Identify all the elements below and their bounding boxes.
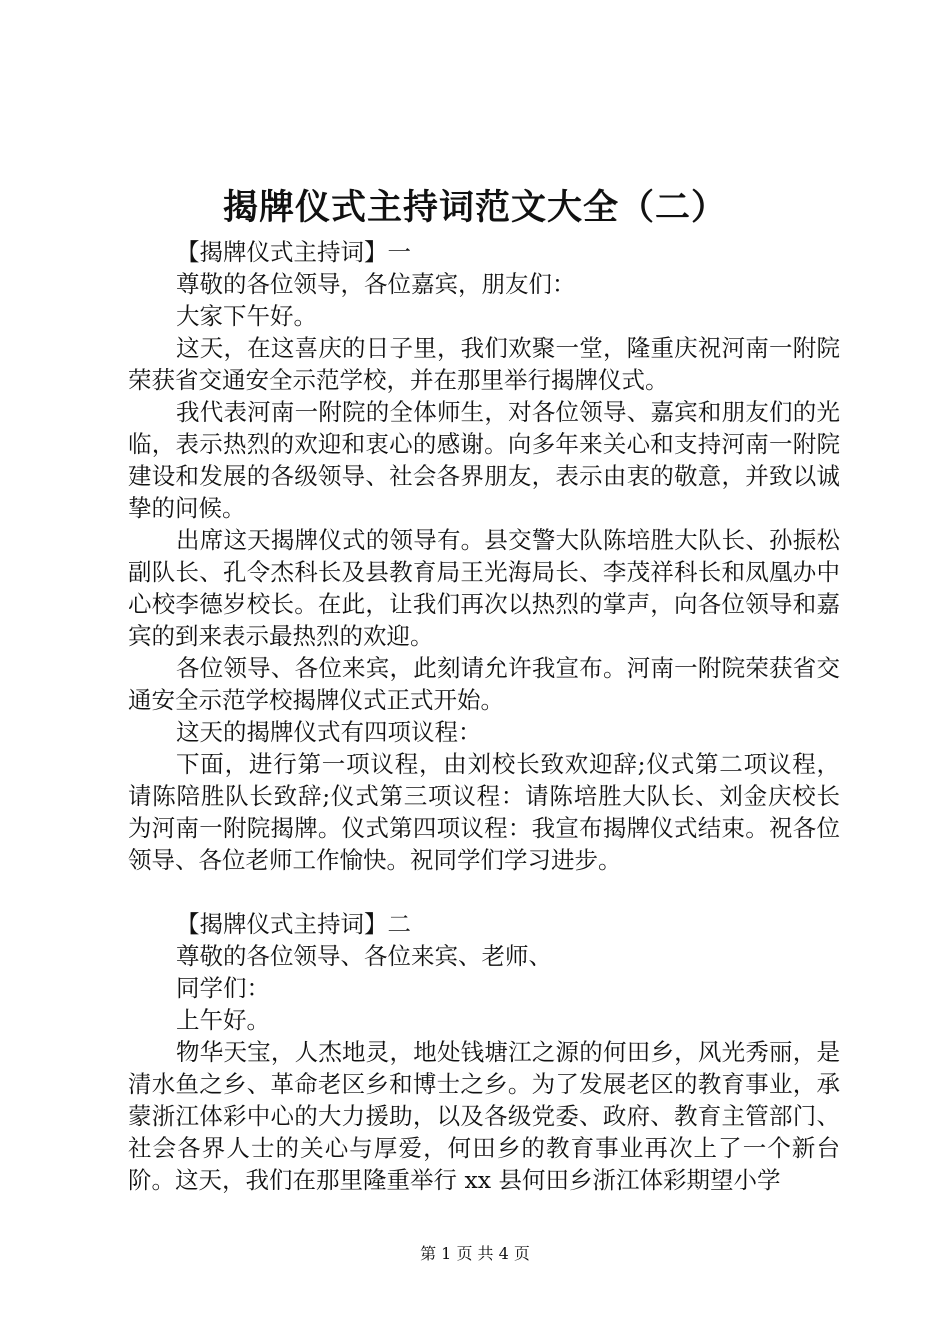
blank-line [128,876,840,908]
paragraph: 尊敬的各位领导，各位嘉宾，朋友们： [176,270,576,298]
paragraph: 同学们： [176,974,270,1002]
paragraph: 大家下午好。 [176,302,317,330]
page-footer: 第 1 页 共 4 页 [420,1244,530,1263]
paragraph: 【揭牌仪式主持词】二 [176,910,411,938]
document-title: 揭牌仪式主持词范文大全（二） [222,187,727,228]
paragraph: 这天的揭牌仪式有四项议程： [176,718,482,746]
paragraph: 各位领导、各位来宾，此刻请允许我宣布。河南一附院荣获省交通安全示范学校揭牌仪式正式开始。 [128,654,840,714]
paragraph: 尊敬的各位领导、各位来宾、老师、 [176,942,552,970]
paragraph: 上午好。 [176,1006,270,1034]
paragraph: 下面，进行第一项议程，由刘校长致欢迎辞;仪式第二项议程，请陈陪胜队长致辞;仪式第三项议程：请陈培胜大队长、刘金庆校长为河南一附院揭牌。仪式第四项议程：我宣布揭牌仪式结束。祝各位领导、各位老师工作愉快。祝同学们学习进步。 [128,750,840,874]
paragraph: 【揭牌仪式主持词】一 [176,238,411,266]
paragraph: 我代表河南一附院的全体师生，对各位领导、嘉宾和朋友们的光临，表示热烈的欢迎和衷心的感谢。向多年来关心和支持河南一附院建设和发展的各级领导、社会各界朋友，表示由衷的敬意，并致以诚挚的问候。 [128,398,840,522]
paragraph: 出席这天揭牌仪式的领导有。县交警大队陈培胜大队长、孙振松副队长、孔令杰科长及县教育局王光海局长、李茂祥科长和凤凰办中心校李德岁校长。在此，让我们再次以热烈的掌声，向各位领导和嘉宾的到来表示最热烈的欢迎。 [128,526,840,650]
paragraph: 物华天宝，人杰地灵，地处钱塘江之源的何田乡，风光秀丽，是清水鱼之乡、革命老区乡和博士之乡。为了发展老区的教育事业，承蒙浙江体彩中心的大力援助，以及各级党委、政府、教育主管部门、社会各界人士的关心与厚爱，何田乡的教育事业再次上了一个新台阶。这天，我们在那里隆重举行 xx 县何田乡浙江体彩期望小学 [128,1038,840,1194]
document-body [128,236,840,1196]
paragraph: 这天，在这喜庆的日子里，我们欢聚一堂，隆重庆祝河南一附院荣获省交通安全示范学校，并在那里举行揭牌仪式。 [128,334,840,394]
